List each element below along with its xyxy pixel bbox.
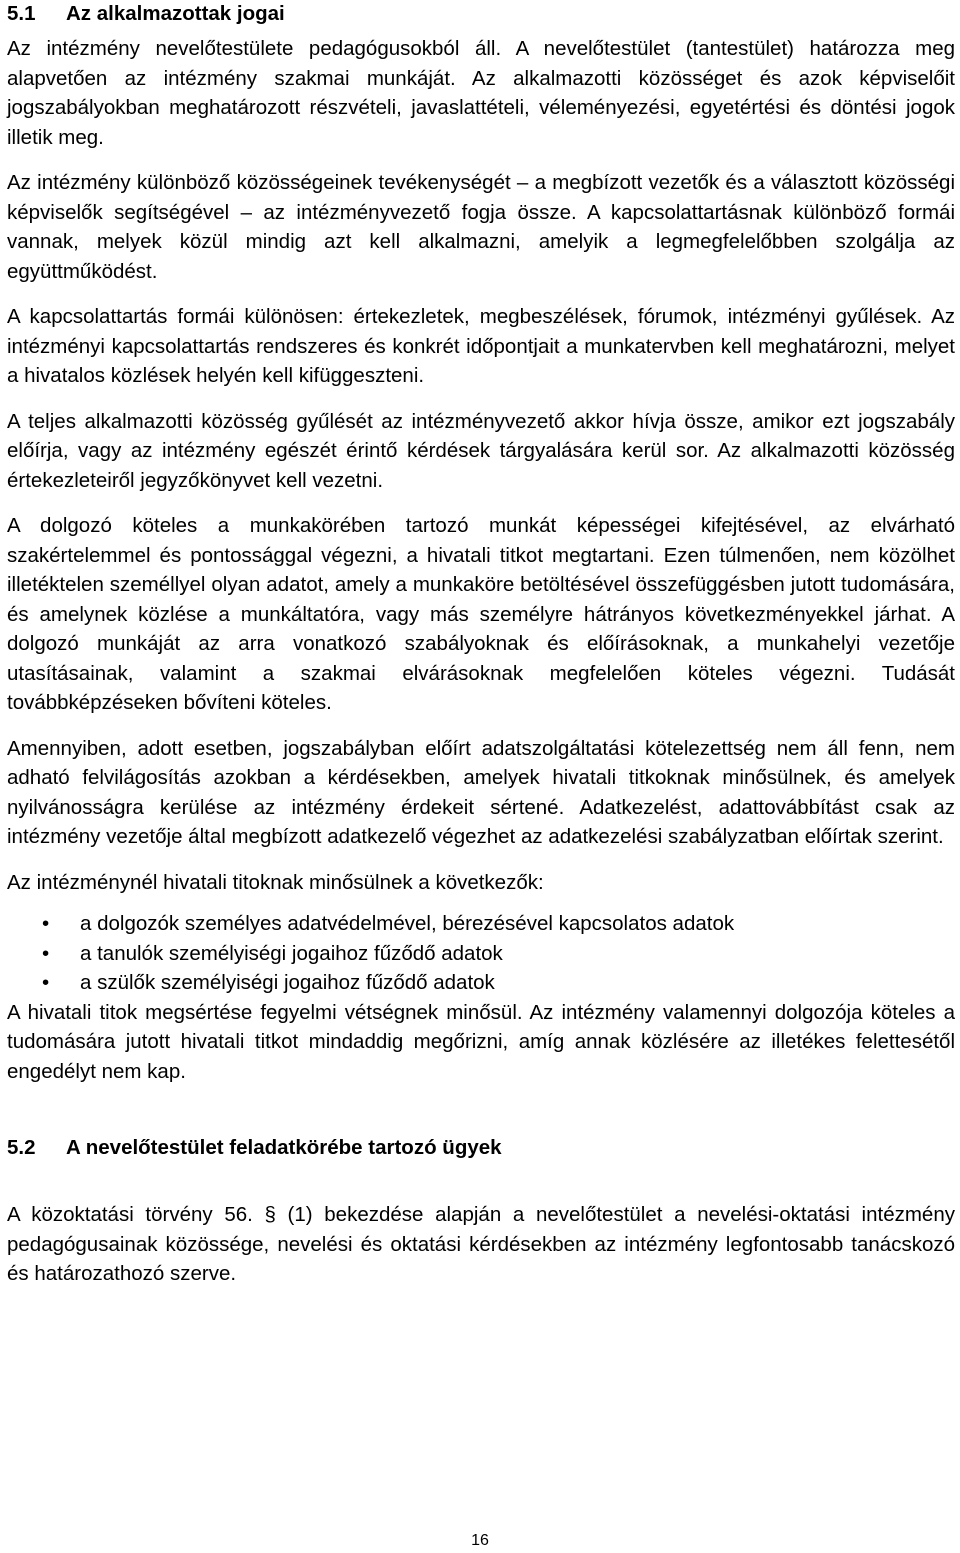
- section-heading-5-1: [7, 0, 955, 28]
- bullet-icon: •: [42, 971, 50, 994]
- list-item: [7, 939, 955, 969]
- bullet-icon: •: [42, 912, 50, 935]
- section-number: 5.1: [7, 2, 36, 25]
- section-number: 5.2: [7, 1136, 36, 1159]
- paragraph-secret-violation: A hivatali titok megsértése fegyelmi vétségnek minősül. Az intézmény valamennyi dolgozója köteles a tudomására jutott hivatali titkot mindaddig megőrizni, amíg annak közlésére az illetékes felettesétől engedélyt nem kap.: [7, 1000, 955, 1083]
- list-item: [7, 968, 955, 998]
- section-title: A nevelőtestület feladatkörébe tartozó ügyek: [66, 1136, 502, 1159]
- list-item: [7, 909, 955, 939]
- paragraph-secrets-intro: Az intézménynél hivatali titoknak minősülnek a következők:: [7, 870, 544, 894]
- paragraph-employee-duties: A dolgozó köteles a munkakörében tartozó munkát képességei kifejtésével, az elvárható szakértelemmel és pontossággal végezni, a hivatali titkot megtartani. Ezen túlmenően, nem közölhet illetéktelen személlyel olyan adatot, amely a munkaköre betöltésével összefüggésben jutott tudomására, és amelynek közlése a munkáltatóra, vagy más személyre hátrányos következményekkel járhat. A dolgozó munkáját az arra vonatkozó szabályoknak és előírásoknak, a munkahelyi vezetője utasításainak, valamint a szakmai elvárásoknak megfelelően köteles végezni. Tudását továbbképzéseken bővíteni köteles.: [7, 514, 955, 714]
- paragraph-intro: Az intézmény nevelőtestülete pedagógusokból áll. A nevelőtestület (tantestület) határozza meg alapvetően az intézmény szakmai munkáját. Az alkalmazotti közösséget és azok képviselőit jogszabályokban meghatározott részvételi, javaslattételi, véleményezési, egyetértési és döntési jogok illetik meg.: [7, 37, 955, 149]
- bullet-icon: •: [42, 941, 50, 965]
- paragraph-contact-forms: A kapcsolattartás formái különösen: értekezletek, megbeszélések, fórumok, intézményi gyűlések. Az intézményi kapcsolattartás rendszeres és konkrét időpontjait a munkatervben kell meghatározni, melyet a hivatalos közlések helyén kell kifüggeszteni.: [7, 305, 955, 387]
- paragraph-staff-meeting: A teljes alkalmazotti közösség gyűlését az intézményvezető akkor hívja össze, amikor ezt jogszabály előírja, vagy az intézmény egészét érintő kérdések tárgyalására kerül sor. Az alkalmazotti közösség értekezleteiről jegyzőkönyvet kell vezetni.: [7, 409, 955, 492]
- page-number: 16: [471, 1532, 489, 1549]
- paragraph-data-provision: Amennyiben, adott esetben, jogszabályban előírt adatszolgáltatási kötelezettség nem áll fenn, nem adható felvilágosítás azokban a kérdésekben, amelyek hivatali titkoknak minősülnek, és amelyek nyilvánosságra kerülése az intézmény érdekeit sértené. Adatkezelést, adattovábbítást csak az intézmény vezetője által megbízott adatkezelő végezhet az adatkezelési szabályzatban előírtak szerint.: [7, 736, 955, 848]
- list-item-text: a szülők személyiségi jogaihoz fűződő adatok: [80, 971, 495, 994]
- paragraph-communities: Az intézmény különböző közösségeinek tevékenységét – a megbízott vezetők és a választott közösségi képviselők segítségével – az intézményvezető fogja össze. A kapcsolattartásnak különböző formái vannak, melyek közül mindig azt kell alkalmazni, amelyik a legmegfelelőbben szolgálja az együttműködést.: [7, 171, 955, 283]
- document-page: [7, 0, 955, 1289]
- list-item-text: a dolgozók személyes adatvédelmével, bérezésével kapcsolatos adatok: [80, 912, 735, 935]
- section-title: Az alkalmazottak jogai: [66, 2, 285, 25]
- list-item-text: a tanulók személyiségi jogaihoz fűződő adatok: [80, 941, 503, 965]
- section-heading-5-2: [7, 1134, 955, 1162]
- secrets-list: [7, 909, 955, 998]
- paragraph-teaching-staff: A közoktatási törvény 56. § (1) bekezdése alapján a nevelőtestület a nevelési-oktatási intézmény pedagógusainak közössége, nevelési és oktatási kérdésekben az intézmény legfontosabb tanácskozó és határozathozó szerve.: [7, 1203, 955, 1285]
